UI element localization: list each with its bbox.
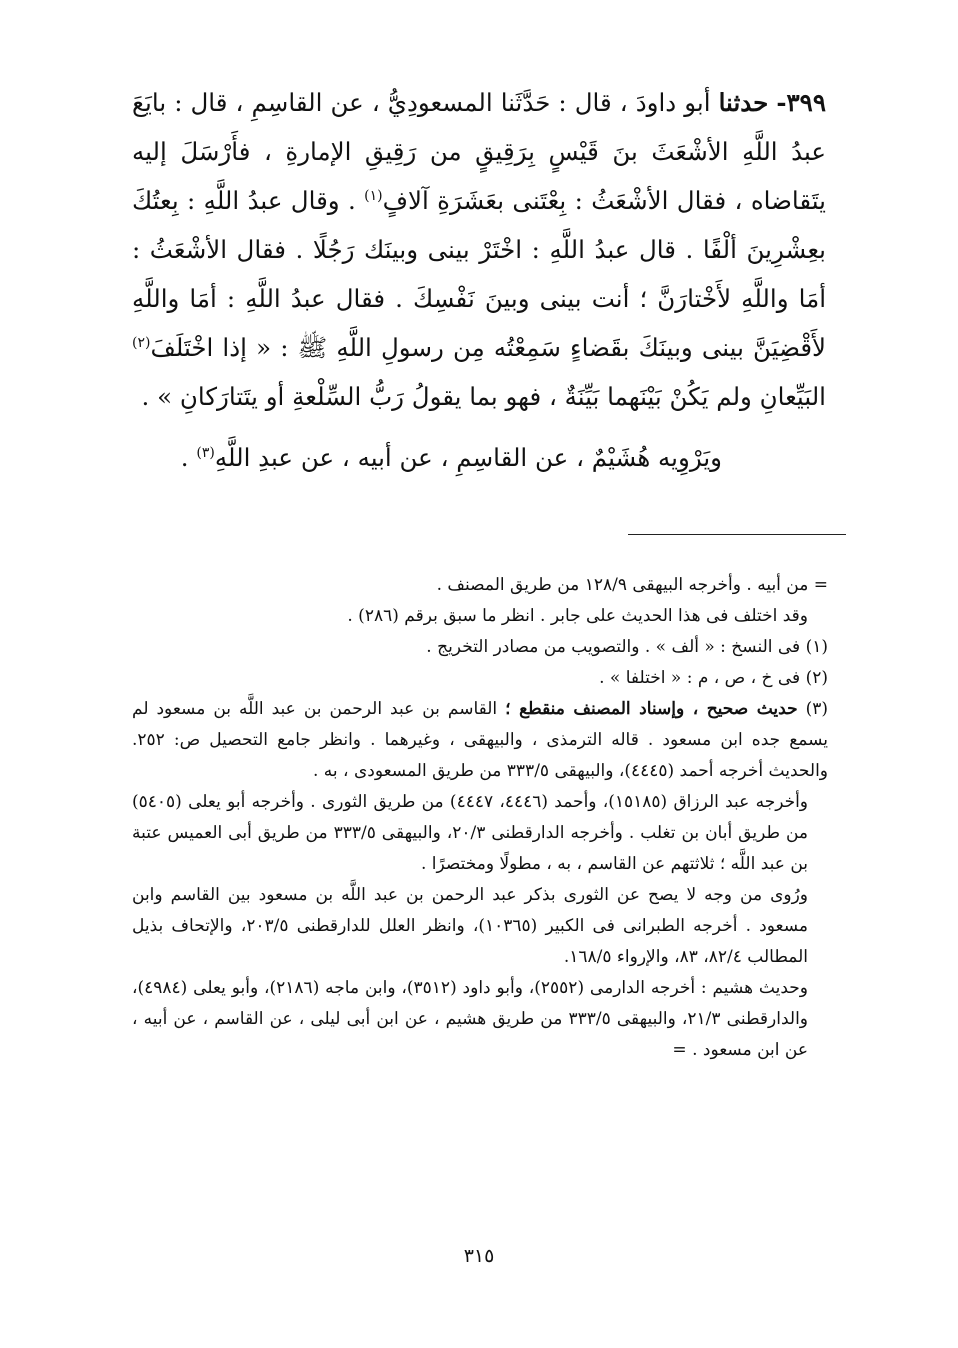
footnote-ref-1: (١) xyxy=(364,187,383,204)
second-chain-paragraph xyxy=(132,433,826,482)
hadith-paragraph xyxy=(132,78,826,421)
footnote-3-paragraph-3: ورُوى من وجه لا يصح عن الثورى بذكر عبد الرحمن بن عبد اللَّه بن مسعود بين القاسم وابن مسعود . أخرجه الطبرانى فى الكبير (١٠٣٦٥)، وانظر العلل للدارقطنى ٢٠٣/٥، والإتحاف بذيل المطالب ٨٢/٤، ٨٣، والإرواء ١٦٨/٥. xyxy=(132,885,809,967)
hadith-body xyxy=(132,78,826,482)
footnote-3-label: (٣) xyxy=(805,699,828,719)
footnote-continuation-2: وقد اختلف فى هذا الحديث على جابر . انظر ما سبق برقم (٢٨٦) . xyxy=(347,606,808,626)
footnote-divider xyxy=(628,534,846,535)
footnote-1: (١) فى النسخ : « ألف » . والتصويب من مصادر التخريج . xyxy=(426,637,828,657)
hadith-text-end: البَيِّعانِ ولم يَكُنْ بَيْنَهما بَيِّنَةٌ ، فهو بما يقولُ رَبُّ السِّلْعةِ أو يتَتارَكانِ » . xyxy=(141,382,826,411)
footnote-3 xyxy=(132,694,828,787)
footnote-ref-3: (٣) xyxy=(196,444,215,461)
page-number: ٣١٥ xyxy=(463,1245,495,1267)
footnote-continuation: = من أبيه . وأخرجه البيهقى ١٢٨/٩ من طريق المصنف . xyxy=(436,575,828,595)
footnote-ref-2: (٢) xyxy=(132,334,151,351)
hadith-lead-word: حدثنا xyxy=(718,88,769,117)
hadith-number: ٣٩٩- xyxy=(776,88,826,117)
footnote-3-paragraph-4: وحديث هشيم : أخرجه الدارمى (٢٥٥٢)، وأبو داود (٣٥١٢)، وابن ماجه (٢١٨٦)، وأبو يعلى (٤٩٨٤)، والدارقطنى ٢١/٣، والبيهقى ٣٣٣/٥ من طريق هشيم ، عن ابن أبى ليلى ، عن القاسم ، عن أبيه ، عن ابن مسعود . = xyxy=(132,978,809,1060)
second-chain-end: . xyxy=(180,443,189,472)
footnote-3-verdict: حديث صحيح ، وإسناد المصنف منقطع ؛ xyxy=(505,699,798,719)
footnote-3-paragraph-2: وأخرجه عبد الرزاق (١٥١٨٥)، وأحمد (٤٤٤٦، ٤٤٤٧) من طريق الثورى . وأخرجه أبو يعلى (٥٤٠٥) من طريق أبان بن تغلب . وأخرجه الدارقطنى ٢٠/٣، والبيهقى ٣٣٣/٥ من طريق أبى العميس عتبة بن عبد اللَّه ؛ ثلاثتهم عن القاسم ، به ، مطولًا ومختصرًا . xyxy=(132,792,809,874)
second-chain-text: ويَرْوِيه هُشَيْمٌ ، عن القاسِمِ ، عن أبيه ، عن عبدِ اللَّهِ xyxy=(214,443,722,472)
hadith-text: أبو داودَ ، قال : حَدَّثَنا المسعودِيُّ ، عن القاسِمِ ، قال : بايَعَ عبدُ اللَّهِ الأشْعَثَ بنَ قَيْسٍ بِرَقِيقٍ من رَقِيقِ الإمارةِ ، فأَرْسَلَ إليه يتَقاضاه ، فقال الأشْعَثُ : بِعْتَنى بعَشَرَةِ آلافٍ xyxy=(132,88,826,215)
hadith-text-continued: . وقال عبدُ اللَّهِ : بِعتُكَ بعِشْرِينَ ألْفًا . قال عبدُ اللَّهِ : اخْتَرْ بينى وبينَك رَجُلًا . فقال الأشْعَثُ : أمَا واللَّهِ لأَخْتارَنَّ ؛ أنت بينى وبينَ نَفْسِكَ . فقال عبدُ اللَّهِ : أمَا واللَّهِ لأَقْضِيَنَّ بينى وبينَكَ بقَضاءٍ سَمِعْتُه مِن رسولِ اللَّهِ ﷺ : « إذا اخْتَلَفَ xyxy=(132,186,826,362)
footnotes xyxy=(132,570,828,1066)
footnote-2: (٢) فى خ ، ص ، م : « اختلفا » . xyxy=(599,668,828,688)
footnote-3-text: القاسم بن عبد الرحمن بن عبد اللَّه بن مسعود لم يسمع جده ابن مسعود . قاله الترمذى ، والبيهقى ، وغيرهما . وانظر جامع التحصيل ص: ٢٥٢. والحديث أخرجه أحمد (٤٤٤٥)، والبيهقى ٣٣٣/٥ من طريق المسعودى ، به . xyxy=(132,699,828,781)
